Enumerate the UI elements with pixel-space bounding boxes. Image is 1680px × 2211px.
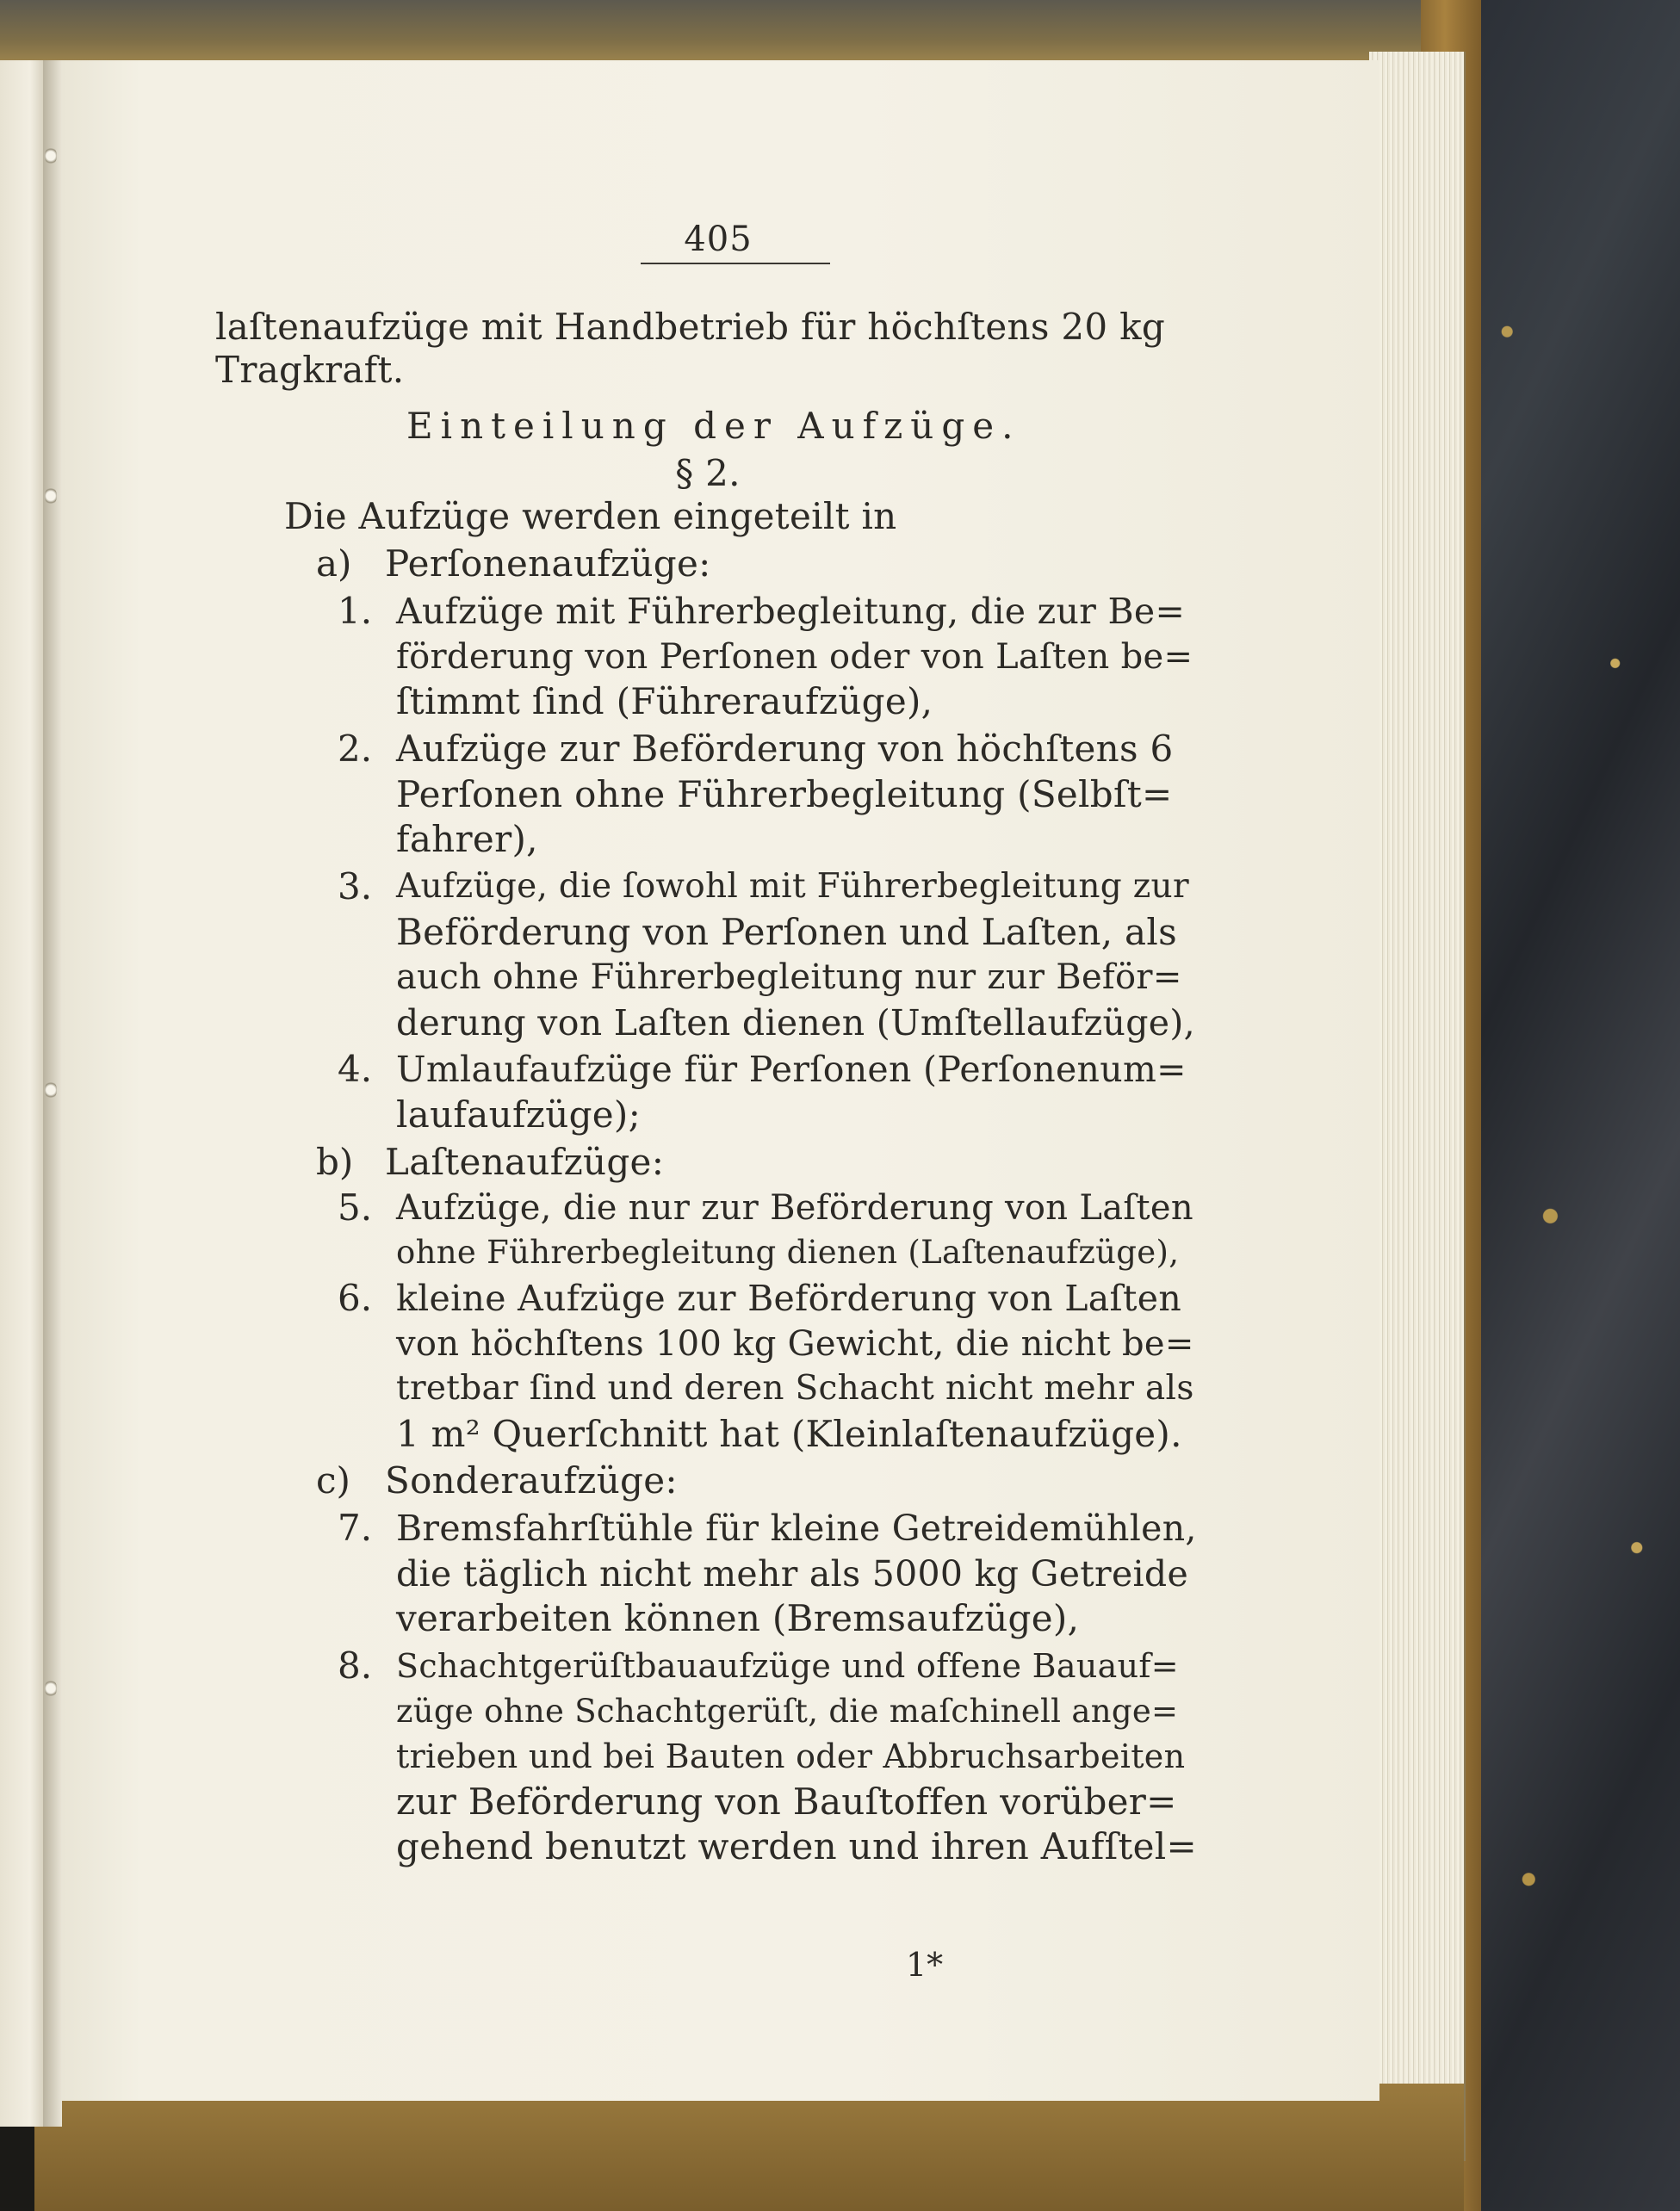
list-marker: 8.	[338, 1644, 373, 1687]
list-marker: a)	[316, 542, 352, 585]
text-line: Perſonenaufzüge:	[385, 542, 711, 585]
list-marker: 1.	[338, 590, 373, 632]
binding-stitch	[45, 1081, 57, 1099]
binding-stitch	[45, 146, 57, 165]
text-line: Umlaufaufzüge für Perſonen (Perſonenum=	[396, 1049, 1187, 1090]
text-line: Die Aufzüge werden eingeteilt in	[284, 495, 897, 537]
text-line: Schachtgerüſtbauaufzüge und offene Bauauf=	[396, 1647, 1179, 1685]
list-marker: 3.	[338, 865, 373, 907]
paragraph-number: § 2.	[675, 452, 741, 494]
text-line: Aufzüge mit Führerbegleitung, die zur Be=	[396, 591, 1186, 632]
text-line: Sonderaufzüge:	[385, 1459, 678, 1502]
text-line: förderung von Perſonen oder von Laſten be=	[396, 637, 1193, 677]
signature-mark: 1*	[906, 1946, 944, 1984]
text-line: laufaufzüge);	[396, 1093, 642, 1136]
text-line: auch ohne Führerbegleitung nur zur Beför=	[396, 957, 1182, 997]
text-line: Bremsfahrſtühle für kleine Getreidemühlen,	[396, 1508, 1197, 1549]
binding-stitch	[45, 486, 57, 505]
list-marker: 7.	[338, 1507, 373, 1549]
list-marker: 5.	[338, 1186, 373, 1229]
text-line: Aufzüge zur Beförderung von höchſtens 6	[396, 728, 1174, 770]
list-marker: 2.	[338, 728, 373, 770]
text-line: verarbeiten können (Bremsaufzüge),	[396, 1597, 1080, 1639]
text-line: Aufzüge, die nur zur Beförderung von Laſten	[396, 1188, 1193, 1228]
text-line: gehend benutzt werden und ihren Aufſtel=	[396, 1825, 1198, 1867]
text-line: Tragkraft.	[215, 349, 405, 391]
section-heading: Einteilung der Aufzüge.	[406, 405, 1021, 447]
text-line: züge ohne Schachtgerüſt, die maſchinell ange=	[396, 1693, 1179, 1730]
page-fore-edge	[1369, 52, 1466, 2161]
text-line: tretbar ſind und deren Schacht nicht mehr als	[396, 1369, 1194, 1408]
binding-stitch	[45, 1679, 57, 1698]
text-line: 1 m² Querſchnitt hat (Kleinlaſtenaufzüge).	[396, 1413, 1182, 1455]
list-marker: 4.	[338, 1048, 373, 1090]
list-marker: c)	[316, 1459, 350, 1502]
text-line: fahrer),	[396, 818, 538, 860]
text-line: Aufzüge, die ſowohl mit Führerbegleitung zur	[396, 867, 1189, 906]
list-marker: 6.	[338, 1277, 373, 1319]
header-rule	[641, 263, 830, 264]
list-marker: b)	[316, 1141, 354, 1183]
text-line: trieben und bei Bauten oder Abbruchsarbeiten	[396, 1737, 1186, 1775]
text-line: von höchſtens 100 kg Gewicht, die nicht be=	[396, 1324, 1194, 1364]
text-line: ohne Führerbegleitung dienen (Laſtenaufzüge),	[396, 1234, 1180, 1271]
text-line: Laſtenaufzüge:	[385, 1141, 665, 1183]
page-number: 405	[684, 220, 753, 259]
text-line: die täglich nicht mehr als 5000 kg Getreide	[396, 1553, 1189, 1595]
text-line: ſtimmt ſind (Führeraufzüge),	[396, 680, 933, 722]
text-line: Beförderung von Perſonen und Laſten, als	[396, 911, 1177, 953]
text-line: derung von Laſten dienen (Umſtellaufzüge),	[396, 1002, 1195, 1044]
marbled-cover-board	[1464, 0, 1680, 2211]
text-line: zur Beförderung von Bauſtoffen vorüber=	[396, 1781, 1177, 1823]
text-line: Perſonen ohne Führerbegleitung (Selbſt=	[396, 773, 1173, 815]
book-cover-bottom	[34, 2084, 1464, 2211]
text-line: kleine Aufzüge zur Beförderung von Laſten	[396, 1278, 1182, 1319]
left-page-edge	[0, 60, 44, 2127]
book-page	[62, 60, 1379, 2101]
text-line: laſtenaufzüge mit Handbetrieb für höchſtens 20 kg	[215, 306, 1166, 348]
